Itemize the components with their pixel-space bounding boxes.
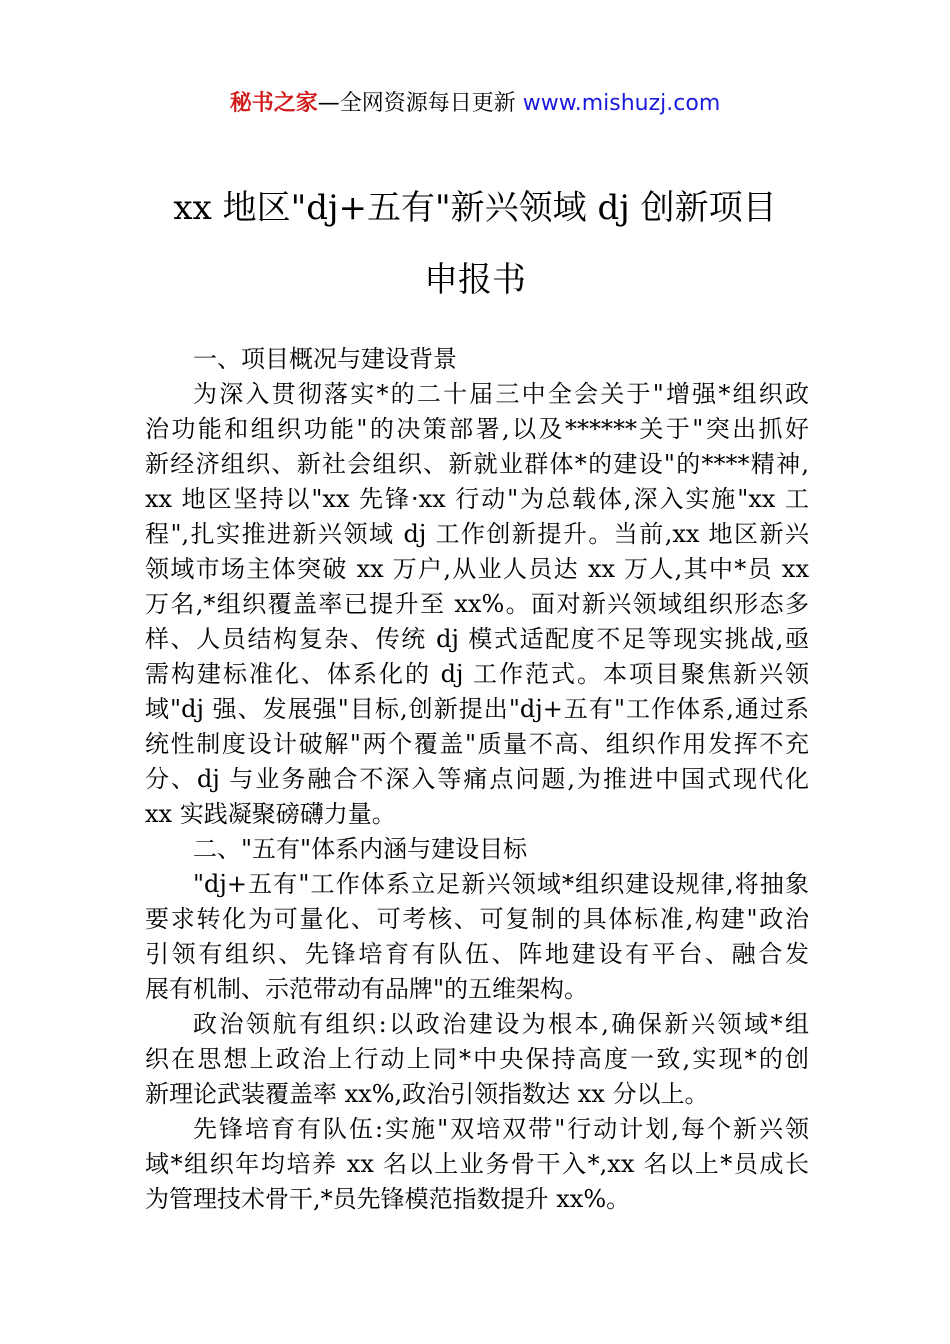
site-tagline: —全网资源每日更新 (317, 91, 523, 116)
text-line: 万名,*组织覆盖率已提升至 xx%。面对新兴领域组织形态多 (145, 590, 809, 618)
paragraph (145, 1112, 809, 1217)
text-line: 新理论武装覆盖率 xx%,政治引领指数达 xx 分以上。 (145, 1080, 709, 1108)
text-line: 政治领航有组织:以政治建设为根本,确保新兴领域*组 (193, 1010, 809, 1038)
text-line: xx 地区坚持以"xx 先锋·xx 行动"为总载体,深入实施"xx 工 (145, 485, 809, 513)
text-line: 域"dj 强、发展强"目标,创新提出"dj+五有"工作体系,通过系 (145, 695, 809, 723)
text-line: 先锋培育有队伍:实施"双培双带"行动计划,每个新兴领 (193, 1115, 809, 1143)
section-heading: 一、项目概况与建设背景 (193, 345, 457, 373)
paragraph (145, 1007, 809, 1112)
text-line: "dj+五有"工作体系立足新兴领域*组织建设规律,将抽象 (193, 870, 809, 898)
document-title-line-2: 申报书 (424, 260, 526, 300)
text-line: xx 实践凝聚磅礴力量。 (145, 800, 396, 828)
text-line: 治功能和组织功能"的决策部署,以及******关于"突出抓好 (145, 415, 809, 443)
text-line: 引领有组织、先锋培育有队伍、阵地建设有平台、融合发 (145, 940, 809, 968)
site-banner (0, 88, 950, 120)
text-line: 为管理技术骨干,*员先锋模范指数提升 xx%。 (145, 1185, 631, 1213)
text-line: 为深入贯彻落实*的二十届三中全会关于"增强*组织政 (193, 380, 809, 408)
section-heading: 二、"五有"体系内涵与建设目标 (193, 835, 528, 863)
text-line: 要求转化为可量化、可考核、可复制的具体标准,构建"政治 (145, 905, 809, 933)
text-line: 领域市场主体突破 xx 万户,从业人员达 xx 万人,其中*员 xx (145, 555, 809, 583)
paragraph (145, 867, 809, 1007)
text-line: 域*组织年均培养 xx 名以上业务骨干入*,xx 名以上*员成长 (145, 1150, 809, 1178)
paragraph (145, 377, 809, 832)
text-line: 程",扎实推进新兴领域 dj 工作创新提升。当前,xx 地区新兴 (145, 520, 809, 548)
text-line: 新经济组织、新社会组织、新就业群体*的建设"的****精神, (145, 450, 809, 478)
site-brand: 秘书之家 (229, 91, 318, 116)
site-url-link[interactable]: www.mishuzj.com (522, 91, 721, 116)
text-line: 统性制度设计破解"两个覆盖"质量不高、组织作用发挥不充 (145, 730, 809, 758)
text-line: 织在思想上政治上行动上同*中央保持高度一致,实现*的创 (145, 1045, 809, 1073)
document-body (145, 342, 809, 1217)
text-line: 展有机制、示范带动有品牌"的五维架构。 (145, 975, 589, 1003)
text-line: 样、人员结构复杂、传统 dj 模式适配度不足等现实挑战,亟 (145, 625, 809, 653)
text-line: 需构建标准化、体系化的 dj 工作范式。本项目聚焦新兴领 (145, 660, 809, 688)
document-title-line-1: xx 地区"dj+五有"新兴领域 dj 创新项目 (173, 188, 777, 228)
text-line: 分、dj 与业务融合不深入等痛点问题,为推进中国式现代化 (145, 765, 809, 793)
